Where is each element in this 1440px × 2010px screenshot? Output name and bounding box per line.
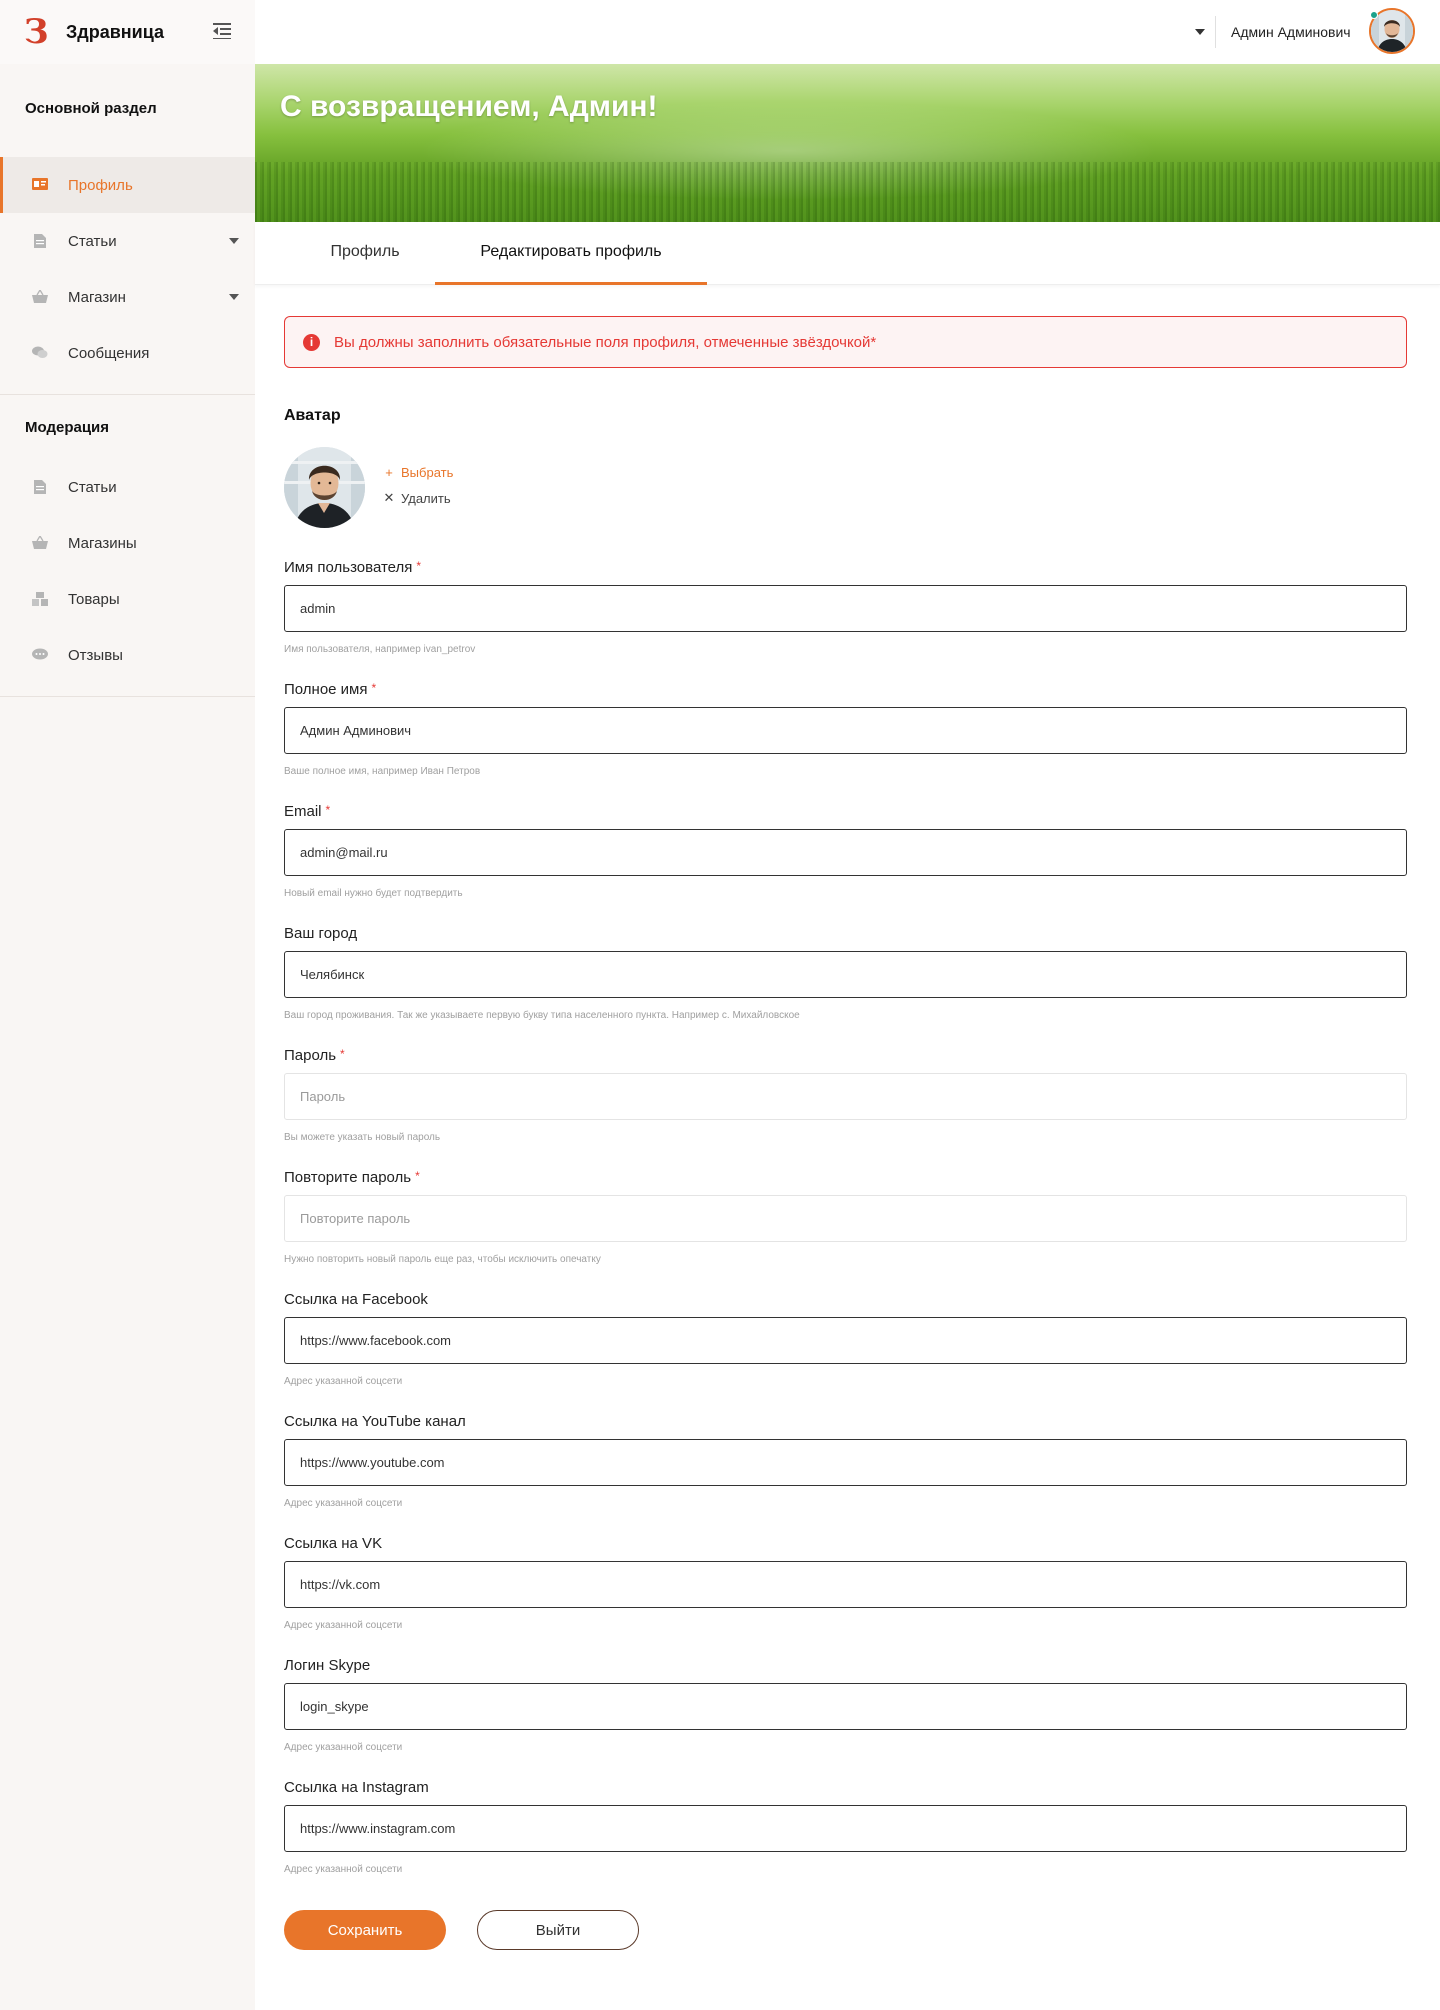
facebook-label bbox=[284, 1291, 428, 1308]
vk-label bbox=[284, 1535, 382, 1552]
sidebar-item-profile[interactable] bbox=[0, 157, 255, 213]
sidebar-item-label: Статьи bbox=[68, 478, 117, 496]
field-label-text: Полное имя bbox=[284, 681, 368, 698]
required-fields-alert bbox=[284, 316, 1407, 368]
field-label-text: Ваш город bbox=[284, 925, 358, 942]
document-icon bbox=[32, 234, 48, 248]
close-icon: ✕ bbox=[383, 490, 395, 505]
required-asterisk: * bbox=[371, 681, 377, 695]
choose-avatar-link[interactable] bbox=[383, 465, 453, 480]
username-input[interactable] bbox=[284, 585, 1407, 632]
avatar-section-title: Аватар bbox=[284, 407, 341, 424]
sidebar-item-mod-shops[interactable] bbox=[0, 515, 255, 571]
user-menu-caret-icon[interactable] bbox=[1195, 29, 1205, 35]
sidebar-item-mod-articles[interactable] bbox=[0, 459, 255, 515]
delete-avatar-label: Удалить bbox=[401, 490, 451, 506]
field-label-text: Имя пользователя bbox=[284, 559, 413, 576]
avatar-image bbox=[284, 447, 365, 528]
skype-label bbox=[284, 1657, 370, 1674]
choose-avatar-label: Выбрать bbox=[401, 465, 454, 480]
sidebar-item-shop[interactable] bbox=[0, 269, 255, 325]
full-name-label bbox=[284, 681, 376, 698]
city-input[interactable] bbox=[284, 951, 1407, 998]
password-repeat-hint: Нужно повторить новый пароль еще раз, чтобы исключить опечатку bbox=[284, 1254, 601, 1265]
info-icon: i bbox=[303, 334, 320, 351]
sidebar-item-label: Сообщения bbox=[68, 344, 150, 362]
alert-text: Вы должны заполнить обязательные поля профиля, отмеченные звёздочкой* bbox=[334, 333, 877, 351]
profile-tabs bbox=[255, 222, 1440, 285]
city-hint: Ваш город проживания. Так же указываете первую букву типа населенного пункта. Например с. Михайловское bbox=[284, 1010, 800, 1021]
online-status-dot bbox=[1370, 11, 1378, 19]
caret-down-icon bbox=[229, 238, 239, 244]
section-title-main: Основной раздел bbox=[25, 100, 157, 117]
sidebar-item-messages[interactable] bbox=[0, 325, 255, 381]
basket-icon bbox=[32, 536, 48, 550]
tab-edit-profile[interactable]: Редактировать профиль bbox=[435, 222, 707, 285]
instagram-hint: Адрес указанной соцсети bbox=[284, 1864, 403, 1875]
required-asterisk: * bbox=[340, 1047, 345, 1061]
save-button[interactable]: Сохранить bbox=[284, 1910, 446, 1950]
required-asterisk: * bbox=[325, 803, 331, 817]
document-icon bbox=[32, 480, 48, 494]
username-label bbox=[284, 559, 421, 576]
instagram-label bbox=[284, 1779, 429, 1796]
sidebar-item-label: Товары bbox=[68, 590, 120, 608]
sidebar-item-label: Статьи bbox=[68, 232, 117, 250]
skype-input[interactable] bbox=[284, 1683, 1407, 1730]
password-label bbox=[284, 1047, 345, 1064]
email-label bbox=[284, 803, 330, 820]
instagram-input[interactable] bbox=[284, 1805, 1407, 1852]
collapse-menu-icon[interactable] bbox=[213, 23, 231, 39]
full-name-input[interactable] bbox=[284, 707, 1407, 754]
tab-profile[interactable]: Профиль bbox=[330, 243, 400, 260]
welcome-banner bbox=[255, 64, 1440, 222]
skype-hint: Адрес указанной соцсети bbox=[284, 1742, 403, 1753]
required-asterisk: * bbox=[416, 559, 422, 573]
field-label-text: Email bbox=[284, 803, 322, 820]
basket-icon bbox=[32, 290, 48, 304]
boxes-icon bbox=[32, 592, 48, 606]
email-input[interactable] bbox=[284, 829, 1407, 876]
youtube-hint: Адрес указанной соцсети bbox=[284, 1498, 403, 1509]
vk-hint: Адрес указанной соцсети bbox=[284, 1620, 403, 1631]
field-label-text: Ссылка на Instagram bbox=[284, 1779, 429, 1796]
city-label bbox=[284, 925, 357, 942]
sidebar-item-mod-reviews[interactable] bbox=[0, 627, 255, 683]
full-name-hint: Ваше полное имя, например Иван Петров bbox=[284, 766, 481, 777]
plus-icon: + bbox=[385, 465, 393, 480]
caret-down-icon bbox=[229, 294, 239, 300]
exit-button[interactable]: Выйти bbox=[477, 1910, 639, 1950]
facebook-hint: Адрес указанной соцсети bbox=[284, 1376, 403, 1387]
field-label-text: Ссылка на VK bbox=[284, 1535, 383, 1552]
facebook-input[interactable] bbox=[284, 1317, 1407, 1364]
youtube-input[interactable] bbox=[284, 1439, 1407, 1486]
sidebar-item-label: Магазин bbox=[68, 288, 126, 306]
vk-input[interactable] bbox=[284, 1561, 1407, 1608]
delete-avatar-link[interactable] bbox=[383, 490, 451, 506]
chat-icon bbox=[32, 346, 48, 360]
password-repeat-input[interactable] bbox=[284, 1195, 1407, 1242]
field-label-text: Пароль bbox=[284, 1047, 337, 1064]
id-card-icon bbox=[32, 178, 48, 192]
header-user-name[interactable]: Админ Админович bbox=[1231, 24, 1351, 40]
field-label-text: Повторите пароль bbox=[284, 1169, 412, 1186]
password-hint: Вы можете указать новый пароль bbox=[284, 1132, 441, 1143]
top-header bbox=[255, 0, 1440, 64]
password-input[interactable] bbox=[284, 1073, 1407, 1120]
password-repeat-label bbox=[284, 1169, 420, 1186]
field-label-text: Ссылка на YouTube канал bbox=[284, 1413, 466, 1430]
header-separator bbox=[1215, 16, 1216, 48]
section-title-moderation: Модерация bbox=[25, 419, 110, 436]
logo-bar bbox=[0, 0, 255, 64]
comment-icon bbox=[32, 648, 48, 662]
logo[interactable]: З bbox=[24, 12, 49, 52]
required-asterisk: * bbox=[415, 1169, 420, 1183]
sidebar-item-articles[interactable] bbox=[0, 213, 255, 269]
sidebar-item-label: Магазины bbox=[68, 534, 137, 552]
sidebar-divider bbox=[0, 696, 255, 697]
youtube-label bbox=[284, 1413, 466, 1430]
email-hint: Новый email нужно будет подтвердить bbox=[284, 888, 463, 899]
sidebar-item-mod-products[interactable] bbox=[0, 571, 255, 627]
field-label-text: Ссылка на Facebook bbox=[284, 1291, 428, 1308]
sidebar bbox=[0, 0, 255, 2010]
brand-name[interactable]: Здравница bbox=[66, 21, 165, 42]
sidebar-item-label: Профиль bbox=[68, 176, 133, 194]
sidebar-item-label: Отзывы bbox=[68, 646, 123, 664]
field-label-text: Логин Skype bbox=[284, 1657, 371, 1674]
banner-title: С возвращением, Админ! bbox=[280, 90, 658, 123]
username-hint: Имя пользователя, например ivan_petrov bbox=[284, 644, 476, 655]
